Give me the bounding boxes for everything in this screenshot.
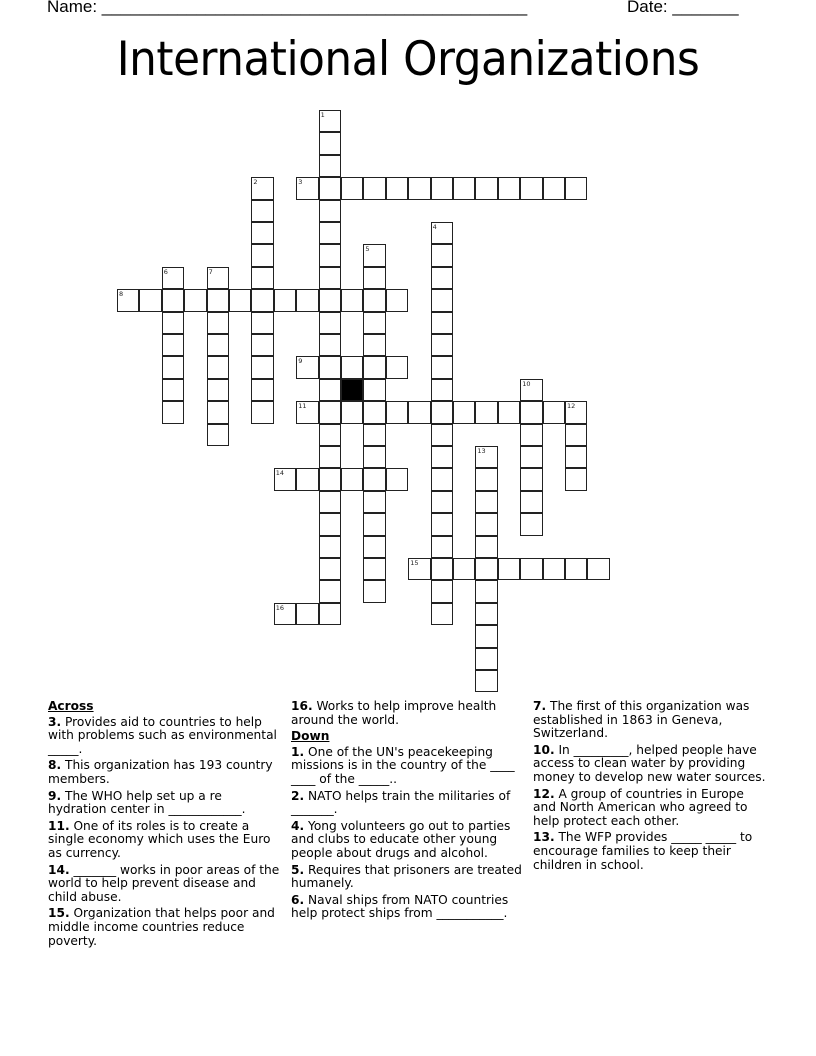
- clue-text: A group of countries in Europe and North American who agreed to help protect each other.: [533, 786, 748, 828]
- grid-cell[interactable]: [408, 558, 430, 580]
- grid-cell[interactable]: [565, 468, 587, 490]
- grid-cell[interactable]: [251, 334, 273, 356]
- page-title: International Organizations: [116, 32, 700, 87]
- grid-cell[interactable]: [363, 244, 385, 266]
- clues-column-1: [48, 700, 284, 951]
- grid-cell[interactable]: [251, 177, 273, 199]
- grid-cell[interactable]: [453, 558, 475, 580]
- grid-cell[interactable]: [520, 424, 542, 446]
- grid-cell[interactable]: [498, 177, 520, 199]
- clues-column-2: [291, 700, 527, 924]
- cell-number: 7: [208, 267, 213, 276]
- grid-cell[interactable]: [319, 356, 341, 378]
- clue-number: 8.: [48, 758, 62, 773]
- clue-across-9: [48, 790, 284, 817]
- clue-text: Works to help improve health around the world.: [291, 699, 497, 727]
- grid-cell[interactable]: [363, 513, 385, 535]
- grid-cell[interactable]: [475, 670, 497, 692]
- clue-text: _______ works in poor areas of the world to help prevent disease and child abuse.: [48, 862, 280, 904]
- clue-down-2: [291, 790, 527, 817]
- grid-cell[interactable]: [363, 334, 385, 356]
- clue-number: 12.: [533, 786, 555, 801]
- grid-cell[interactable]: [498, 401, 520, 423]
- grid-cell[interactable]: [431, 446, 453, 468]
- clue-across-14: [48, 864, 284, 905]
- header-line: [47, 0, 747, 21]
- grid-cell[interactable]: [251, 401, 273, 423]
- grid-cell[interactable]: [520, 558, 542, 580]
- grid-cell[interactable]: [363, 289, 385, 311]
- across-heading: Across: [48, 699, 94, 713]
- grid-cell[interactable]: [431, 177, 453, 199]
- grid-cell[interactable]: [453, 177, 475, 199]
- clue-text: One of the UN's peacekeeping missions is in the country of the ____ ____ of the _____..: [291, 744, 515, 786]
- grid-cell[interactable]: [319, 379, 341, 401]
- grid-cell[interactable]: [475, 177, 497, 199]
- grid-cell[interactable]: [319, 468, 341, 490]
- crossword-grid: [117, 110, 617, 710]
- grid-cell[interactable]: [587, 558, 609, 580]
- grid-cell[interactable]: [319, 491, 341, 513]
- cell-number: 1: [320, 111, 325, 119]
- grid-cell[interactable]: [386, 177, 408, 199]
- cell-number: 3: [298, 178, 303, 187]
- clue-text: Requires that prisoners are treated humanely.: [291, 862, 522, 891]
- grid-cell[interactable]: [431, 222, 453, 244]
- grid-cell[interactable]: [319, 513, 341, 535]
- cell-number: 8: [119, 290, 124, 299]
- grid-cell[interactable]: [319, 603, 341, 625]
- grid-cell[interactable]: [319, 536, 341, 558]
- clue-down-6: [291, 894, 527, 921]
- grid-cell[interactable]: [363, 491, 385, 513]
- grid-cell[interactable]: [162, 401, 184, 423]
- grid-cell[interactable]: [207, 379, 229, 401]
- black-cell: [341, 379, 363, 401]
- clue-text: The WFP provides _____ _____ to encourage families to keep their children in school.: [533, 830, 753, 872]
- grid-cell[interactable]: [296, 289, 318, 311]
- clue-text: NATO helps train the militaries of _______.: [291, 788, 511, 817]
- cell-number: 10: [522, 379, 531, 388]
- clue-down-1: [291, 746, 527, 787]
- grid-cell[interactable]: [319, 446, 341, 468]
- grid-cell[interactable]: [386, 289, 408, 311]
- grid-cell[interactable]: [296, 356, 318, 378]
- name-field-label[interactable]: Name: _____________________________________________: [47, 0, 528, 16]
- cell-number: 2: [253, 178, 258, 187]
- grid-cell[interactable]: [319, 334, 341, 356]
- grid-cell[interactable]: [475, 513, 497, 535]
- date-field-label[interactable]: Date: _______: [627, 0, 739, 16]
- grid-cell[interactable]: [475, 468, 497, 490]
- clue-number: 9.: [48, 788, 62, 803]
- grid-cell[interactable]: [319, 558, 341, 580]
- grid-cell[interactable]: [475, 603, 497, 625]
- clue-across-3: [48, 716, 284, 757]
- clue-text: This organization has 193 country members.: [48, 758, 273, 786]
- grid-cell[interactable]: [408, 177, 430, 199]
- clue-text: One of its roles is to create a single economy which uses the Euro as currency.: [48, 818, 271, 860]
- grid-cell[interactable]: [520, 491, 542, 513]
- grid-cell[interactable]: [251, 267, 273, 289]
- clue-number: 16.: [291, 699, 313, 713]
- grid-cell[interactable]: [408, 401, 430, 423]
- grid-cell[interactable]: [431, 289, 453, 311]
- clue-number: 10.: [533, 742, 555, 757]
- clues-column-3: [533, 700, 769, 875]
- grid-cell[interactable]: [207, 267, 229, 289]
- grid-cell[interactable]: [363, 446, 385, 468]
- cell-number: 14: [275, 469, 285, 478]
- cell-number: 9: [298, 357, 303, 366]
- clue-number: 7.: [533, 699, 547, 713]
- clue-down-13: [533, 831, 769, 872]
- grid-cell[interactable]: [207, 289, 229, 311]
- grid-cell[interactable]: [363, 468, 385, 490]
- clue-number: 1.: [291, 744, 305, 759]
- clue-number: 2.: [291, 788, 305, 803]
- grid-cell[interactable]: [520, 446, 542, 468]
- grid-cell[interactable]: [274, 289, 296, 311]
- grid-cell[interactable]: [184, 289, 206, 311]
- clue-number: 5.: [291, 862, 305, 877]
- grid-cell[interactable]: [251, 222, 273, 244]
- grid-cell[interactable]: [475, 558, 497, 580]
- grid-cell[interactable]: [363, 267, 385, 289]
- grid-cell[interactable]: [431, 334, 453, 356]
- grid-cell[interactable]: [251, 356, 273, 378]
- grid-cell[interactable]: [363, 356, 385, 378]
- grid-cell[interactable]: [431, 244, 453, 266]
- grid-cell[interactable]: [543, 177, 565, 199]
- grid-cell[interactable]: [520, 401, 542, 423]
- grid-cell[interactable]: [319, 267, 341, 289]
- grid-cell[interactable]: [475, 625, 497, 647]
- clue-text: The first of this organization was established in 1863 in Geneva, Switzerland.: [533, 699, 750, 741]
- cell-number: 6: [163, 267, 168, 276]
- grid-cell[interactable]: [341, 468, 363, 490]
- grid-cell[interactable]: [431, 558, 453, 580]
- grid-cell[interactable]: [319, 244, 341, 266]
- grid-cell[interactable]: [251, 379, 273, 401]
- grid-cell[interactable]: [162, 267, 184, 289]
- grid-cell[interactable]: [274, 603, 296, 625]
- grid-cell[interactable]: [498, 558, 520, 580]
- grid-cell[interactable]: [319, 132, 341, 154]
- clue-text: Yong volunteers go out to parties and clubs to educate other young people about drugs and alcohol.: [291, 818, 511, 860]
- clue-number: 3.: [48, 714, 62, 729]
- cell-number: 16: [275, 603, 285, 612]
- grid-cell[interactable]: [363, 558, 385, 580]
- grid-cell[interactable]: [431, 312, 453, 334]
- grid-cell[interactable]: [363, 580, 385, 602]
- cell-number: 12: [567, 402, 576, 411]
- grid-cell[interactable]: [319, 424, 341, 446]
- grid-cell[interactable]: [319, 401, 341, 423]
- grid-cell[interactable]: [475, 401, 497, 423]
- clue-number: 4.: [291, 818, 305, 833]
- grid-cell[interactable]: [319, 177, 341, 199]
- grid-cell[interactable]: [475, 446, 497, 468]
- clue-text: Naval ships from NATO countries help protect ships from ___________.: [291, 892, 509, 921]
- grid-cell[interactable]: [207, 356, 229, 378]
- clue-down-12: [533, 788, 769, 829]
- clue-number: 14.: [48, 862, 70, 877]
- grid-cell[interactable]: [296, 468, 318, 490]
- clue-number: 13.: [533, 830, 555, 845]
- grid-cell[interactable]: [341, 289, 363, 311]
- grid-cell[interactable]: [475, 536, 497, 558]
- grid-cell[interactable]: [251, 244, 273, 266]
- clue-number: 6.: [291, 892, 305, 907]
- grid-cell[interactable]: [319, 580, 341, 602]
- cell-number: 15: [410, 559, 419, 567]
- grid-cell[interactable]: [363, 312, 385, 334]
- grid-cell[interactable]: [565, 424, 587, 446]
- grid-cell[interactable]: [520, 379, 542, 401]
- clue-text: Provides aid to countries to help with problems such as environmental _____.: [48, 714, 277, 756]
- grid-cell[interactable]: [319, 200, 341, 222]
- grid-cell[interactable]: [520, 177, 542, 199]
- clue-text: In _________, helped people have access to clean water by providing money to develop new water sources.: [533, 742, 766, 784]
- grid-cell[interactable]: [207, 401, 229, 423]
- grid-cell[interactable]: [341, 401, 363, 423]
- grid-cell[interactable]: [319, 222, 341, 244]
- grid-cell[interactable]: [520, 513, 542, 535]
- grid-cell[interactable]: [453, 401, 475, 423]
- grid-cell[interactable]: [207, 424, 229, 446]
- grid-cell[interactable]: [363, 536, 385, 558]
- grid-cell[interactable]: [363, 379, 385, 401]
- grid-cell[interactable]: [274, 468, 296, 490]
- grid-cell[interactable]: [229, 289, 251, 311]
- grid-cell[interactable]: [162, 379, 184, 401]
- grid-cell[interactable]: [296, 177, 318, 199]
- clue-across-16: [291, 700, 527, 727]
- grid-cell[interactable]: [565, 401, 587, 423]
- grid-cell[interactable]: [162, 312, 184, 334]
- grid-cell[interactable]: [431, 536, 453, 558]
- grid-cell[interactable]: [431, 513, 453, 535]
- grid-cell[interactable]: [162, 356, 184, 378]
- grid-cell[interactable]: [543, 558, 565, 580]
- grid-cell[interactable]: [431, 468, 453, 490]
- clue-across-11: [48, 820, 284, 861]
- grid-cell[interactable]: [386, 356, 408, 378]
- clue-number: 11.: [48, 818, 70, 833]
- grid-cell[interactable]: [431, 603, 453, 625]
- grid-cell[interactable]: [139, 289, 161, 311]
- grid-cell[interactable]: [207, 312, 229, 334]
- clue-down-7: [533, 700, 769, 741]
- grid-cell[interactable]: [162, 334, 184, 356]
- clue-down-10: [533, 744, 769, 785]
- grid-cell[interactable]: [431, 379, 453, 401]
- clue-text: The WHO help set up a re hydration center in ____________.: [48, 788, 246, 817]
- down-heading: Down: [291, 729, 330, 744]
- grid-cell[interactable]: [431, 356, 453, 378]
- grid-cell[interactable]: [475, 648, 497, 670]
- clue-across-8: [48, 759, 284, 786]
- grid-cell[interactable]: [565, 177, 587, 199]
- grid-cell[interactable]: [431, 267, 453, 289]
- grid-cell[interactable]: [475, 491, 497, 513]
- cell-number: 5: [365, 245, 370, 254]
- grid-cell[interactable]: [341, 356, 363, 378]
- grid-cell[interactable]: [386, 468, 408, 490]
- grid-cell[interactable]: [319, 110, 341, 132]
- grid-cell[interactable]: [431, 580, 453, 602]
- grid-cell[interactable]: [386, 401, 408, 423]
- grid-cell[interactable]: [543, 401, 565, 423]
- grid-cell[interactable]: [117, 289, 139, 311]
- grid-cell[interactable]: [363, 424, 385, 446]
- grid-cell[interactable]: [431, 491, 453, 513]
- grid-cell[interactable]: [162, 289, 184, 311]
- clue-text: Organization that helps poor and middle income countries reduce poverty.: [48, 906, 275, 948]
- grid-cell[interactable]: [363, 177, 385, 199]
- grid-cell[interactable]: [520, 468, 542, 490]
- cell-number: 11: [298, 402, 307, 411]
- grid-cell[interactable]: [475, 580, 497, 602]
- clue-down-5: [291, 864, 527, 891]
- grid-cell[interactable]: [251, 312, 273, 334]
- grid-cell[interactable]: [296, 401, 318, 423]
- grid-cell[interactable]: [319, 155, 341, 177]
- grid-cell[interactable]: [296, 603, 318, 625]
- cell-number: 13: [477, 447, 486, 455]
- grid-cell[interactable]: [565, 446, 587, 468]
- cell-number: 4: [432, 223, 437, 231]
- clue-number: 15.: [48, 906, 70, 921]
- grid-cell[interactable]: [251, 289, 273, 311]
- grid-cell[interactable]: [431, 424, 453, 446]
- grid-cell[interactable]: [319, 289, 341, 311]
- grid-cell[interactable]: [363, 401, 385, 423]
- grid-cell[interactable]: [319, 312, 341, 334]
- grid-cell[interactable]: [565, 558, 587, 580]
- grid-cell[interactable]: [251, 200, 273, 222]
- grid-cell[interactable]: [341, 177, 363, 199]
- grid-cell[interactable]: [207, 334, 229, 356]
- clue-down-4: [291, 820, 527, 861]
- grid-cell[interactable]: [431, 401, 453, 423]
- clue-across-15: [48, 907, 284, 948]
